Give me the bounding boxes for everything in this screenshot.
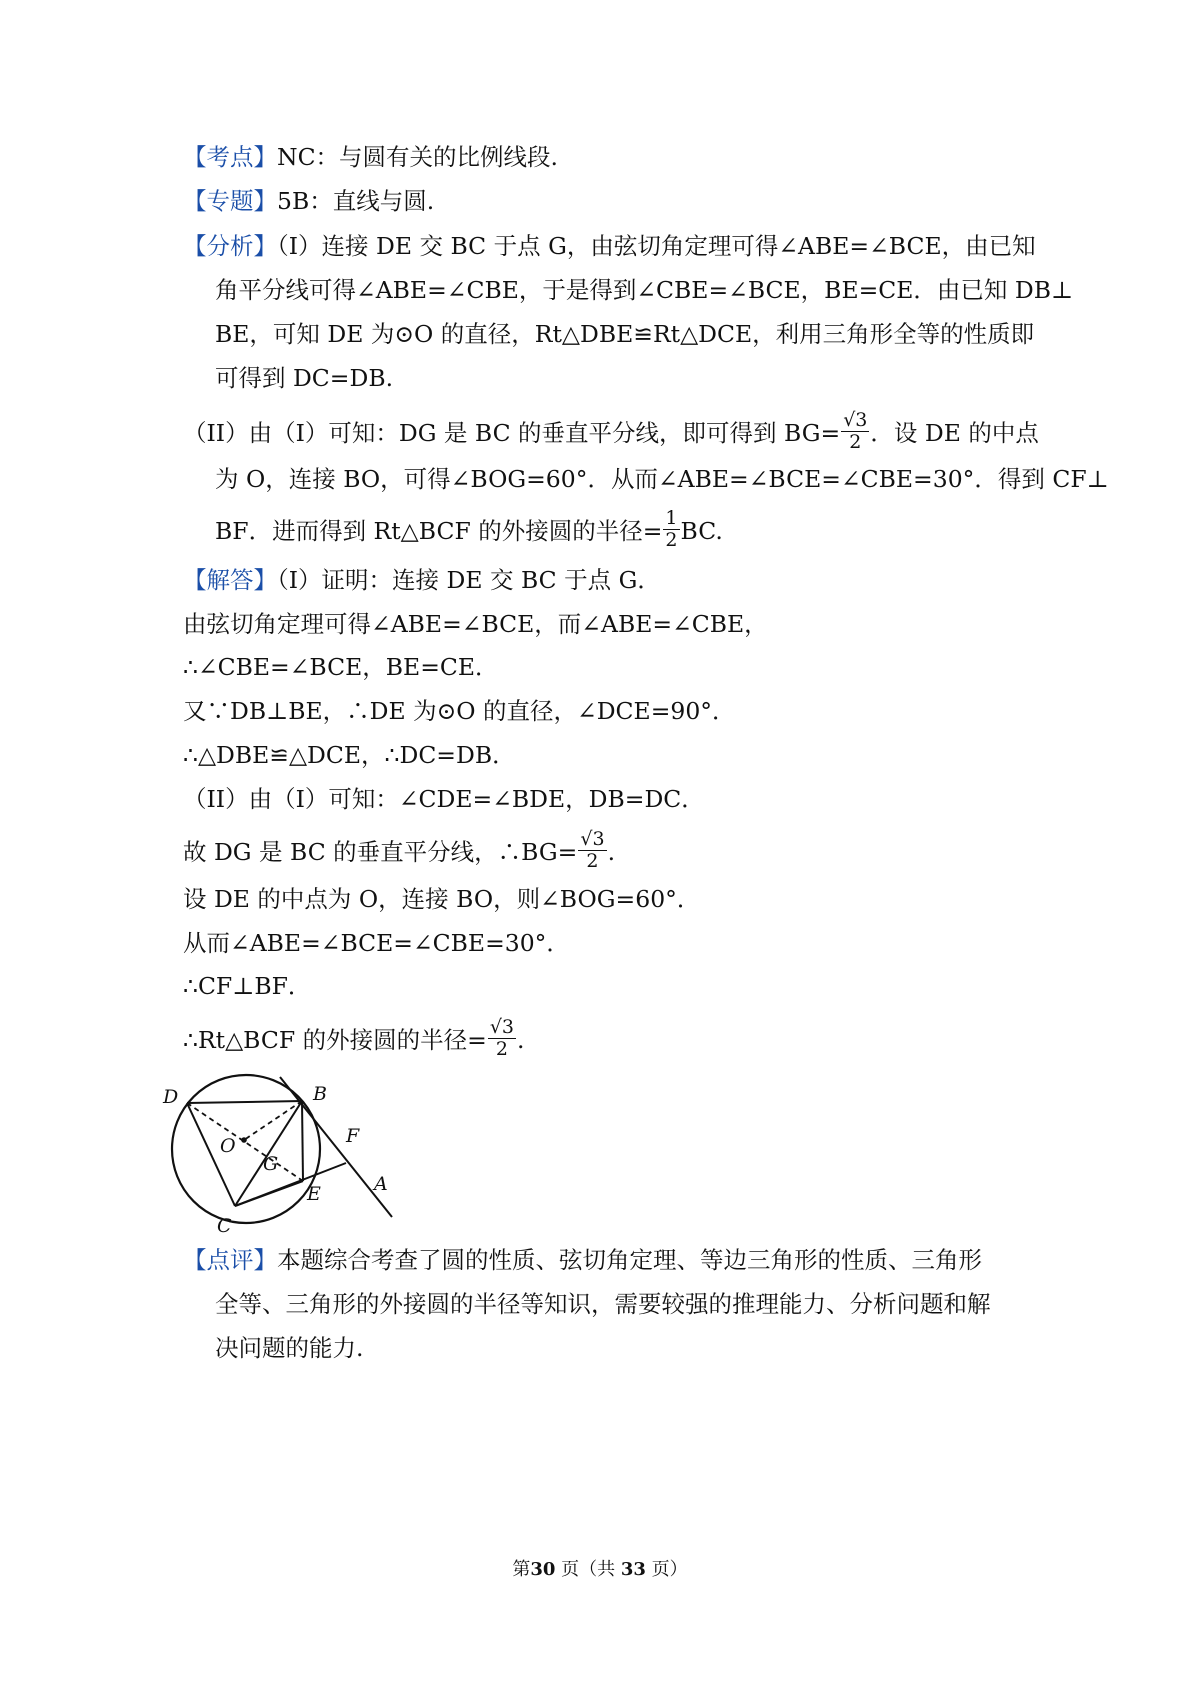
center-point-o [241,1137,247,1143]
dianping-text-1: 本题综合考查了圆的性质、弦切角定理、等边三角形的性质、三角形 [277,1246,982,1274]
kaodian-line [183,142,558,172]
jieda-line-10: ∴CF⊥BF． [183,972,312,1000]
fraction-sqrt3-over-2 [841,410,869,453]
label-e: E [307,1183,321,1205]
fenxi-text-1: （I）连接 DE 交 BC 于点 G，由弦切角定理可得∠ABE=∠BCE，由已知 [277,232,1036,260]
fenxi-line-1 [183,231,1036,261]
fenxi-line-2: 角平分线可得∠ABE=∠CBE，于是得到∠CBE=∠BCE，BE=CE．由已知 DB⊥ [215,276,1074,304]
fraction-sqrt3-over-2 [488,1017,516,1060]
segment-cf [235,1163,346,1206]
fenxi-line-5 [183,409,1039,456]
tangent-line-ba [280,1077,392,1217]
fraction-numerator: 1 [665,507,678,529]
jieda-line-11 [183,1016,525,1063]
jieda-text-1: （I）证明：连接 DE 交 BC 于点 G． [277,566,661,594]
jieda-line-2: 由弦切角定理可得∠ABE=∠BCE，而∠ABE=∠CBE， [183,610,768,638]
segment-bo-dashed [244,1101,302,1140]
jieda-text-11b: . [517,1026,525,1054]
label-a: A [374,1173,388,1195]
fenxi-line-3: BE，可知 DE 为⊙O 的直径，Rt△DBE≌Rt△DCE，利用三角形全等的性质即 [215,320,1035,348]
jieda-line-1 [183,565,661,595]
label-f: F [346,1125,360,1147]
jieda-text-7a: 故 DG 是 BC 的垂直平分线，∴BG= [183,838,578,866]
kaodian-text: NC：与圆有关的比例线段. [277,143,559,171]
jieda-line-4: 又∵DB⊥BE，∴DE 为⊙O 的直径，∠DCE=90°． [183,697,736,725]
fraction-denominator: 2 [665,529,678,551]
fraction-numerator: √3 [489,1016,515,1038]
jieda-line-5: ∴△DBE≌△DCE，∴DC=DB． [183,741,516,769]
label-o: O [220,1135,236,1157]
dianping-line-3: 决问题的能力. [215,1334,364,1362]
dianping-tag: 【点评】 [183,1246,277,1274]
segment-be [302,1101,303,1181]
footer-pre: 第 [512,1559,531,1580]
geometry-figure [160,1070,420,1250]
jieda-text-11a: ∴Rt△BCF 的外接圆的半径= [183,1026,487,1054]
fraction-denominator: 2 [586,850,599,872]
fenxi-text-7a: BF．进而得到 Rt△BCF 的外接圆的半径= [215,517,663,545]
jieda-line-9: 从而∠ABE=∠BCE=∠CBE=30°． [183,929,570,957]
footer-total-pages: 33 [620,1559,646,1580]
footer-post: 页） [645,1559,688,1580]
label-g: G [263,1153,279,1175]
fenxi-line-6: 为 O，连接 BO，可得∠BOG=60°．从而∠ABE=∠BCE=∠CBE=30°．得到 CF⊥ [215,465,1109,493]
zhuanti-text: 5B：直线与圆. [277,187,435,215]
footer-mid: 页（共 [555,1559,621,1580]
label-c: C [217,1215,232,1237]
fraction-numerator: √3 [580,828,605,850]
segment-db [187,1101,302,1103]
kaodian-tag: 【考点】 [183,143,277,171]
zhuanti-line [183,186,434,216]
fraction-sqrt3-over-2 [578,829,606,872]
zhuanti-tag: 【专题】 [183,187,277,215]
fraction-one-half [663,508,679,551]
fenxi-text-7b: BC. [680,517,723,545]
fenxi-text-5b: ．设 DE 的中点 [870,419,1039,447]
fraction-numerator: √3 [843,409,868,431]
footer-page-number: 30 [530,1559,556,1580]
fenxi-line-4: 可得到 DC=DB. [215,364,394,392]
page-footer [0,1555,1200,1581]
dianping-line-1 [183,1245,982,1275]
fenxi-text-5a: （II）由（I）可知：DG 是 BC 的垂直平分线，即可得到 BG= [183,419,841,447]
label-d: D [163,1086,179,1108]
jieda-line-8: 设 DE 的中点为 O，连接 BO，则∠BOG=60°． [183,885,701,913]
jieda-line-6: （II）由（I）可知：∠CDE=∠BDE，DB=DC． [183,785,705,813]
fraction-denominator: 2 [849,431,862,453]
jieda-line-7 [183,828,616,875]
jieda-line-3: ∴∠CBE=∠BCE，BE=CE． [183,653,499,681]
fraction-denominator: 2 [495,1038,508,1060]
jieda-text-7b: . [607,838,616,866]
fenxi-line-7 [215,507,723,554]
fenxi-tag: 【分析】 [183,232,277,260]
jieda-tag: 【解答】 [183,566,277,594]
dianping-line-2: 全等、三角形的外接圆的半径等知识，需要较强的推理能力、分析问题和解 [215,1290,991,1318]
label-b: B [313,1083,327,1105]
